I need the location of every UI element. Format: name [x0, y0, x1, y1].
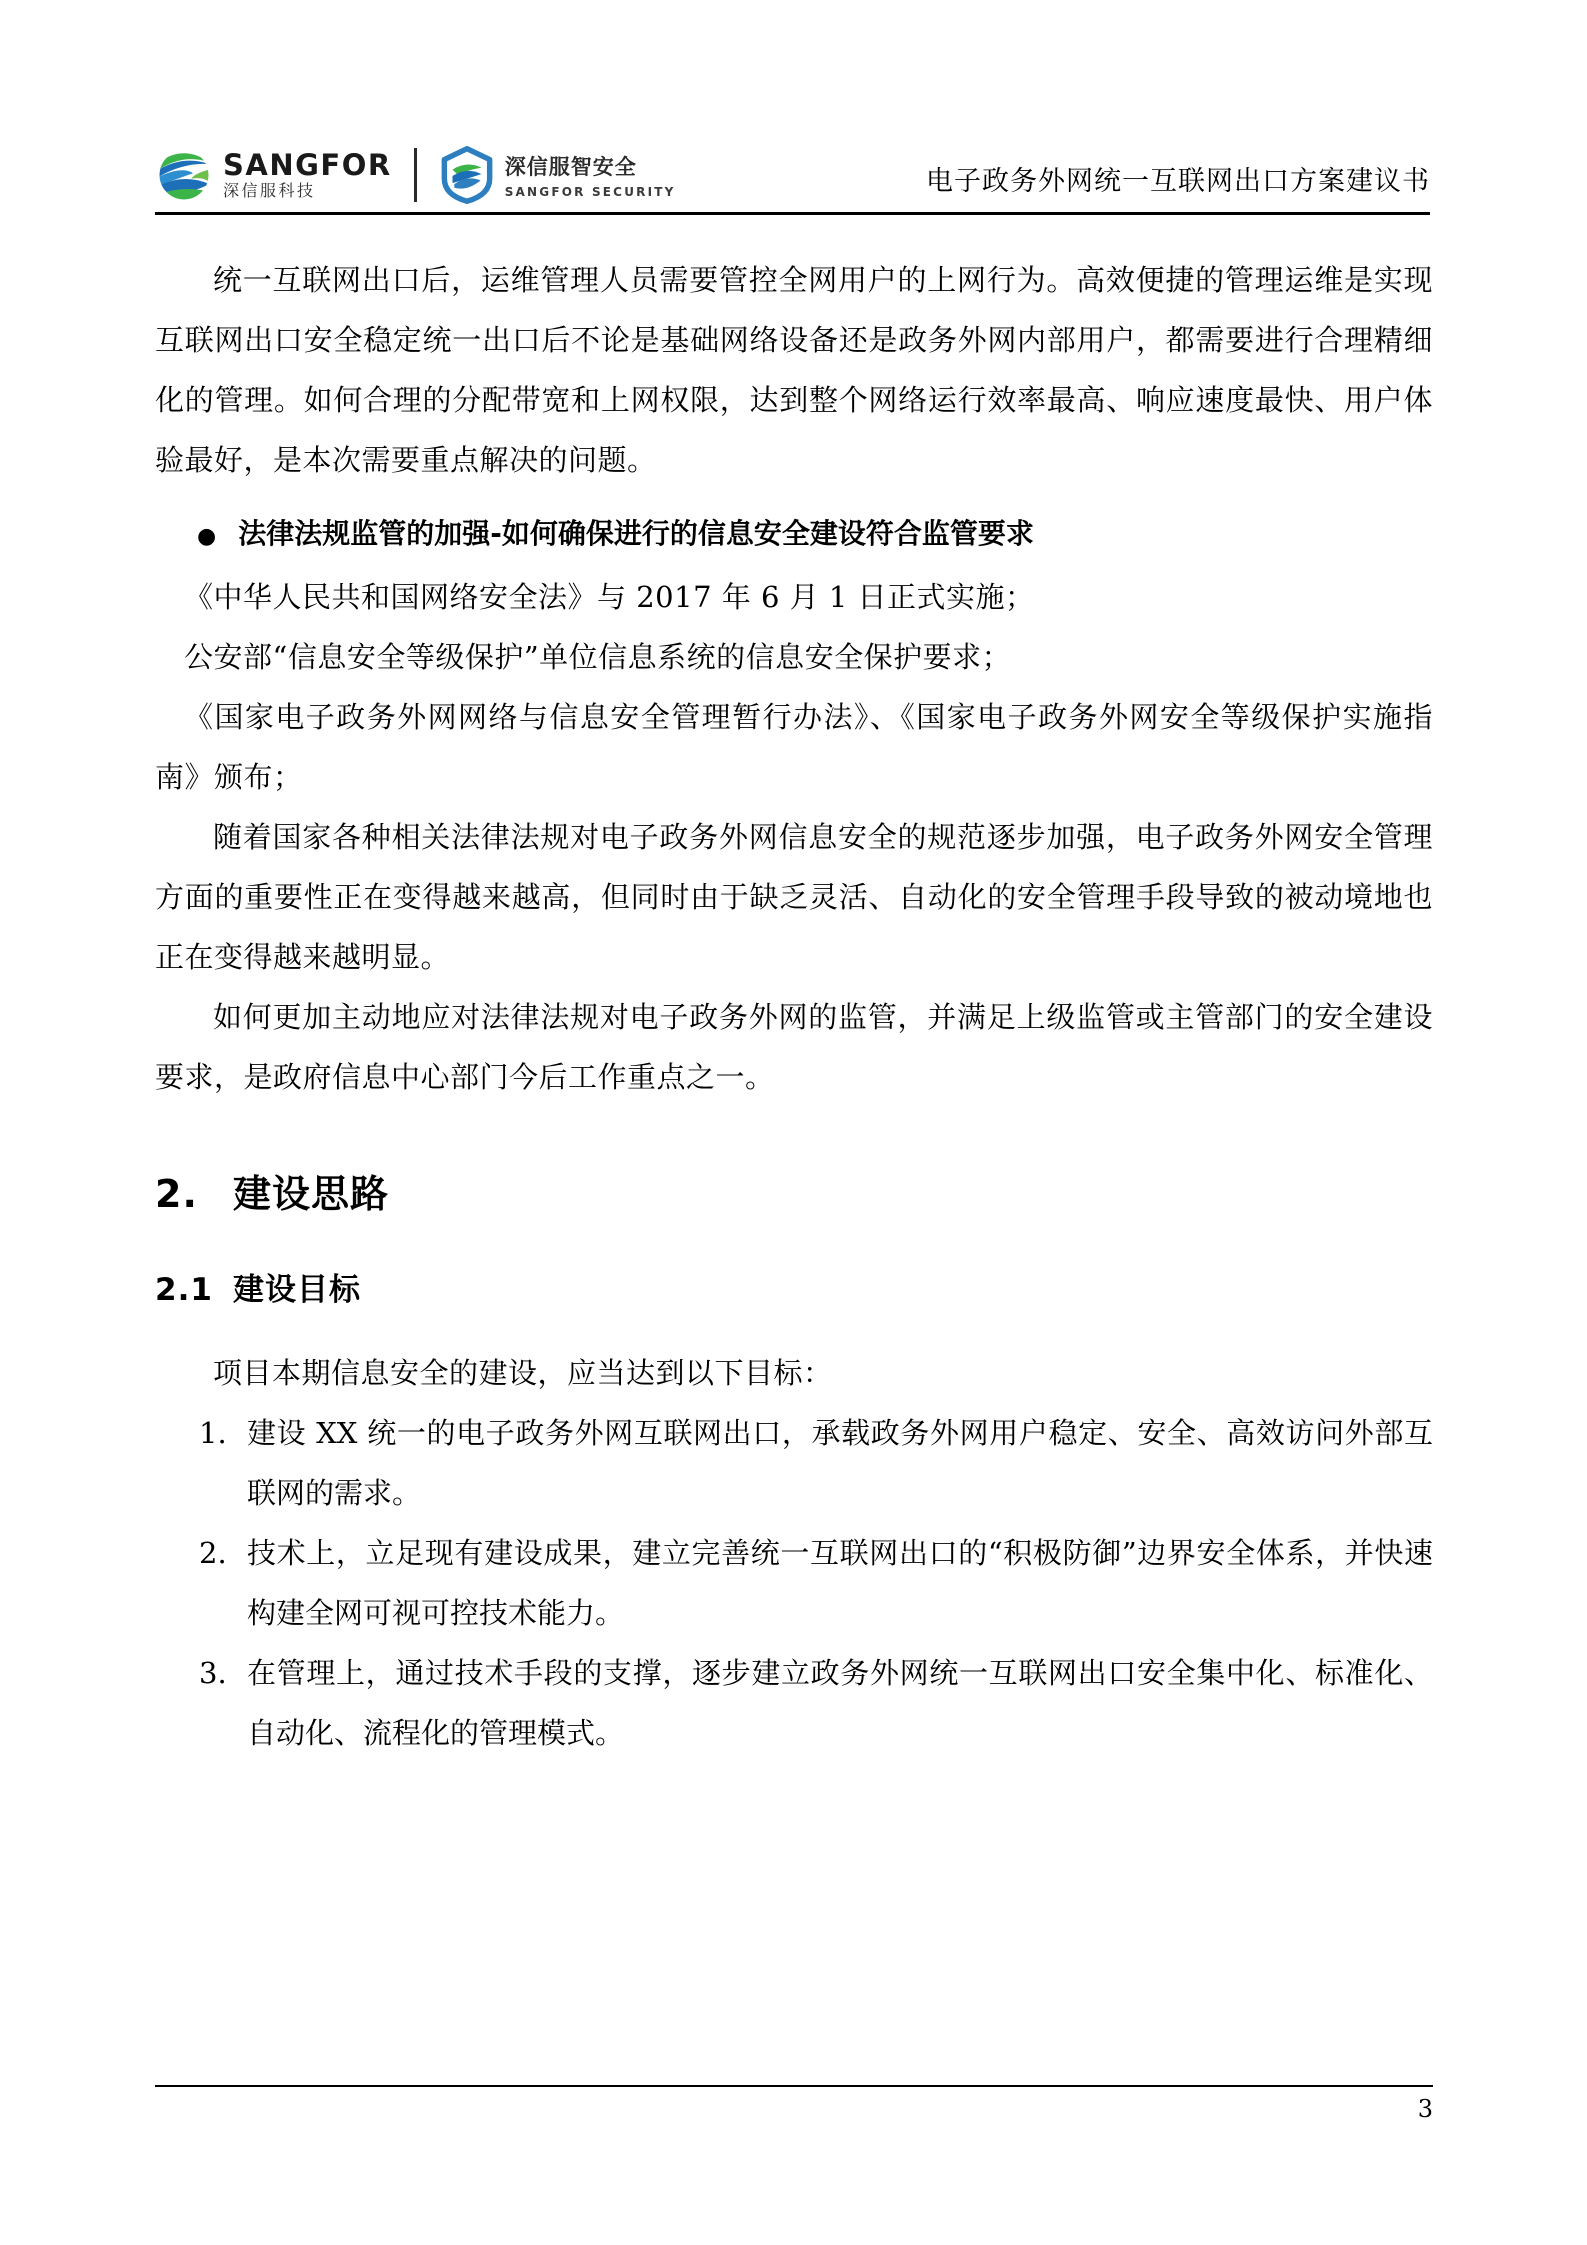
sangfor-security-wordmark	[505, 151, 676, 199]
heading-section-2-1-title: 建设目标	[233, 1272, 361, 1308]
heading-section-2-number: 2.	[155, 1172, 198, 1216]
sangfor-security-chinese: 深信服智安全	[504, 155, 637, 179]
document-body	[155, 250, 1433, 1763]
paragraph-operations-management: 统一互联网出口后，运维管理人员需要管控全网用户的上网行为。高效便捷的管理运维是实现互联网出口安全稳定统一出口后不论是基础网络设备还是政务外网内部用户，都需要进行合理精细化的管理。如何合理的分配带宽和上网权限，达到整个网络运行效率最高、响应速度最快、用户体验最好，是本次需要重点解决的问题。	[155, 263, 1433, 477]
bullet-item-label: 法律法规监管的加强-如何确保进行的信息安全建设符合监管要求	[238, 517, 1034, 550]
sangfor-logo-english: SANGFOR	[223, 148, 392, 182]
list-item-number: 2.	[199, 1536, 227, 1570]
list-item	[199, 1403, 1433, 1523]
list-item-number: 3.	[199, 1656, 227, 1690]
heading-section-2-title: 建设思路	[233, 1172, 390, 1216]
heading-section-2-1	[155, 1264, 1433, 1309]
list-item-text: 在管理上，通过技术手段的支撑，逐步建立政务外网统一互联网出口安全集中化、标准化、自动化、流程化的管理模式。	[247, 1656, 1433, 1750]
shield-icon	[439, 146, 495, 204]
bullet-item-regulation	[197, 504, 1433, 567]
sangfor-logo-wordmark	[223, 148, 392, 200]
law-line-egov-extranet-measures: 《国家电子政务外网网络与信息安全管理暂行办法》、《国家电子政务外网安全等级保护实施指南》颁布；	[155, 700, 1433, 794]
list-item-text: 建设 XX 统一的电子政务外网互联网出口，承载政务外网用户稳定、安全、高效访问外部互联网的需求。	[247, 1416, 1433, 1510]
logo-divider	[414, 148, 417, 202]
sangfor-security-logo	[439, 146, 676, 204]
list-item	[199, 1643, 1433, 1763]
header-document-title: 电子政务外网统一互联网出口方案建议书	[926, 166, 1430, 197]
bullet-dot-icon: ●	[197, 524, 217, 549]
goals-list	[155, 1403, 1433, 1763]
list-item	[199, 1523, 1433, 1643]
page-header	[155, 100, 1430, 215]
header-logo-group	[155, 146, 676, 212]
law-line-cybersecurity-law: 《中华人民共和国网络安全法》与 2017 年 6 月 1 日正式实施；	[184, 580, 1035, 614]
page-footer	[155, 2085, 1433, 2123]
law-line-mps-grade-protection: 公安部“信息安全等级保护”单位信息系统的信息安全保护要求；	[184, 640, 1012, 674]
sangfor-globe-icon	[155, 146, 213, 204]
list-item-text: 技术上，立足现有建设成果，建立完善统一互联网出口的“积极防御”边界安全体系，并快速构建全网可视可控技术能力。	[247, 1536, 1433, 1630]
heading-section-2	[155, 1163, 1433, 1218]
spacer	[155, 490, 1433, 504]
paragraph-proactive-response: 如何更加主动地应对法律法规对电子政务外网的监管，并满足上级监管或主管部门的安全建设要求，是政府信息中心部门今后工作重点之一。	[155, 1000, 1433, 1094]
sangfor-logo-chinese: 深信服科技	[223, 181, 316, 200]
page-number: 3	[1417, 2095, 1433, 2123]
spacer	[155, 1309, 1433, 1343]
heading-section-2-1-number: 2.1	[155, 1272, 213, 1308]
goals-intro-text: 项目本期信息安全的建设，应当达到以下目标：	[213, 1356, 833, 1390]
sangfor-security-english: SANGFOR SECURITY	[504, 185, 676, 199]
sangfor-corporate-logo	[155, 146, 392, 204]
list-item-number: 1.	[199, 1416, 227, 1450]
paragraph-regulation-trend: 随着国家各种相关法律法规对电子政务外网信息安全的规范逐步加强，电子政务外网安全管理方面的重要性正在变得越来越高，但同时由于缺乏灵活、自动化的安全管理手段导致的被动境地也正在变得越来越明显。	[155, 820, 1433, 974]
